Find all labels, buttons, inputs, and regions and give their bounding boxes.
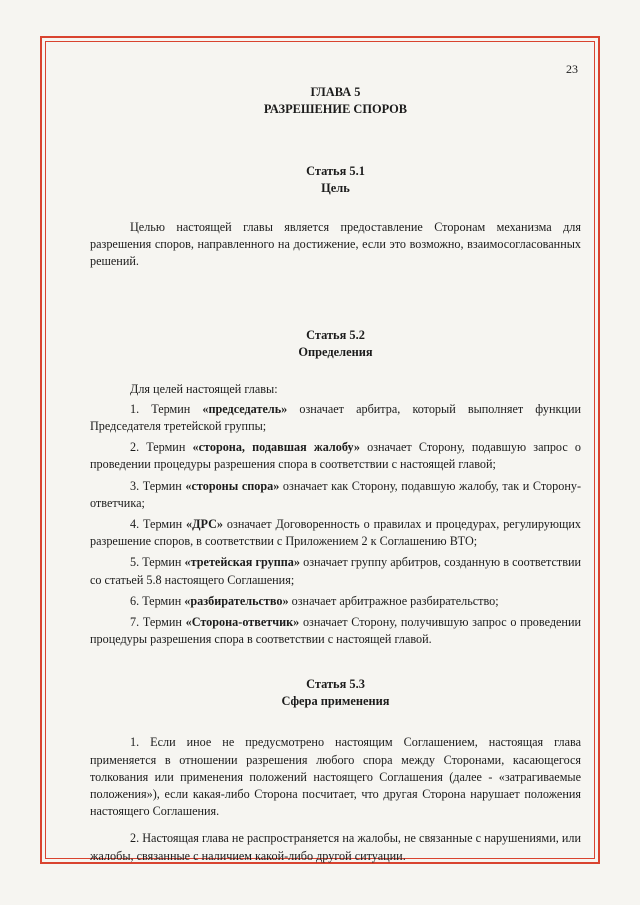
article-5-2-title: Определения xyxy=(298,344,373,359)
definition-item-7-prefix: 7. Термин xyxy=(130,615,186,630)
page-number: 23 xyxy=(566,62,578,76)
definition-item-2-term: «сторона, подавшая жалобу» xyxy=(192,440,360,455)
definition-item-5-term: «третейская группа» xyxy=(184,555,300,570)
article-5-3-paragraph-1: 1. Если иное не предусмотрено настоящим Соглашением, настоящая глава применяется в отношении разрешения любого спора между Сторонами, касающегося толкования или применения положений настоящего Соглашения (далее - «затрагиваемые положения»), если какая-либо Сторона посчитает, что другая Сторона нарушает положения настоящего Соглашения. xyxy=(90,735,581,819)
article-5-3-label: Статья 5.3 xyxy=(306,677,365,692)
document-content xyxy=(90,84,581,865)
definition-item-6 xyxy=(90,593,581,610)
chapter-label: ГЛАВА 5 xyxy=(310,85,361,99)
definition-item-1-text: означает арбитра, который выполняет функции Председателя третейской группы; xyxy=(90,401,581,434)
definition-item-3-text: означает как Сторону, подавшую жалобу, так и Сторону-ответчика; xyxy=(90,478,581,510)
definition-item-4-term: «ДРС» xyxy=(186,517,224,532)
definition-item-3-prefix: 3. Термин xyxy=(130,478,186,493)
definition-item-7 xyxy=(90,614,581,648)
definition-item-5-text: означает группу арбитров, созданную в соответствии со статьей 5.8 настоящего Соглашения; xyxy=(90,555,581,587)
definition-item-2 xyxy=(90,439,581,473)
article-5-3-title: Сфера применения xyxy=(281,694,390,709)
article-5-1-label: Статья 5.1 xyxy=(306,164,365,178)
article-5-2-intro: Для целей настоящей главы: xyxy=(130,381,278,396)
definition-item-4-text: означает Договоренность о правилах и процедурах, регулирующих разрешение споров, в соответствии с Приложением 2 к Соглашению ВТО; xyxy=(90,517,581,549)
definition-item-4 xyxy=(90,516,581,550)
definition-item-1-prefix: 1. Термин xyxy=(130,401,203,416)
definition-item-4-prefix: 4. Термин xyxy=(130,517,187,532)
definition-item-6-text: означает арбитражное разбирательство; xyxy=(288,593,499,608)
definition-item-3-term: «стороны спора» xyxy=(185,478,280,493)
definition-item-6-prefix: 6. Термин xyxy=(130,593,185,608)
article-5-2-label: Статья 5.2 xyxy=(306,327,365,342)
definition-item-1-term: «председатель» xyxy=(202,401,288,416)
definition-item-2-prefix: 2. Термин xyxy=(130,440,193,455)
definition-item-3 xyxy=(90,478,581,512)
definition-item-6-term: «разбирательство» xyxy=(184,593,289,608)
definition-item-7-term: «Сторона-ответчик» xyxy=(185,615,300,630)
definition-item-1 xyxy=(90,401,581,435)
definition-item-5 xyxy=(90,554,581,588)
definition-item-5-prefix: 5. Термин xyxy=(130,555,185,570)
definition-item-7-text: означает Сторону, получившую запрос о проведении процедуры разрешения спора в соответствии с настоящей главой. xyxy=(90,615,581,647)
article-5-3-paragraph-2: 2. Настоящая глава не распространяется на жалобы, не связанные с нарушениями, или жалобы, связанные с наличием какой-либо другой ситуации. xyxy=(90,831,581,863)
article-5-1-title: Цель xyxy=(321,181,350,195)
article-5-1-text: Целью настоящей главы является предоставление Сторонам механизма для разрешения споров, направленного на достижение, если это возможно, взаимосогласованных решений. xyxy=(90,220,581,269)
chapter-title: РАЗРЕШЕНИЕ СПОРОВ xyxy=(263,102,408,116)
definition-item-2-text: означает Сторону, подавшую запрос о проведении процедуры разрешения спора в соответствии с настоящей главой; xyxy=(90,440,581,472)
